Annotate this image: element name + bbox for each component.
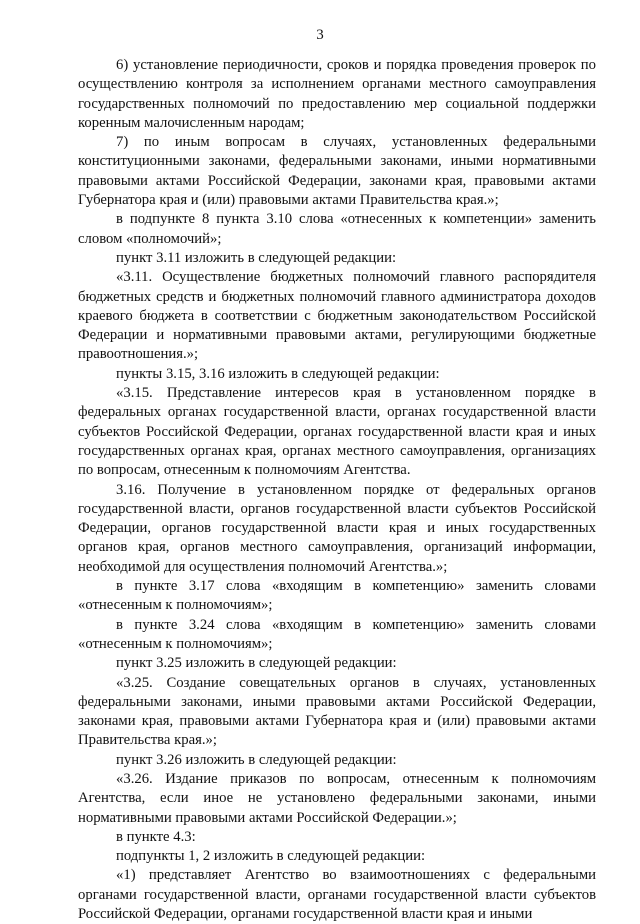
paragraph-item-3-16-text: 3.16. Получение в установленном порядке от федеральных органов государственной власти, органов государственной власти субъектов Российской Федерации, органов государственной власти края и иных государственных органов края, органов местного самоуправления, организаций информации, необходимой для осуществления полномочий Агентства.»;	[78, 481, 596, 575]
paragraph-amendment-3-17: в пункте 3.17 слова «входящим в компетенцию» заменить словами «отнесенным к полномочиям»;	[78, 578, 596, 614]
paragraph-item-3-26-intro: пункт 3.26 изложить в следующей редакции:	[116, 751, 397, 768]
paragraph-items-3-15-3-16-intro: пункты 3.15, 3.16 изложить в следующей редакции:	[116, 365, 440, 382]
document-body	[78, 56, 596, 924]
paragraph-item-3-11-intro: пункт 3.11 изложить в следующей редакции:	[116, 249, 397, 266]
paragraph-item-3-15-text: «3.15. Представление интересов края в установленном порядке в федеральных органах государственной власти, органах государственной власти субъектов Российской Федерации, органах государственной власти края и иных государственных органах края, органах местного самоуправления, организациях по вопросам, отнесенным к полномочиям Агентства.	[78, 385, 596, 479]
paragraph-item-3-25-intro: пункт 3.25 изложить в следующей редакции:	[116, 655, 397, 672]
paragraph-subitem-7: 7) по иным вопросам в случаях, установленных федеральными конституционными законами, федеральными законами, иными нормативными правовыми актами Российской Федерации, законами края, правовыми актами Губернатора края и (или) правовыми актами Правительства края.»;	[78, 134, 596, 209]
paragraph-subitems-1-2-intro: подпункты 1, 2 изложить в следующей редакции:	[116, 848, 426, 865]
paragraph-amendment-3-24: в пункте 3.24 слова «входящим в компетенцию» заменить словами «отнесенным к полномочиям»;	[78, 616, 596, 652]
paragraph-subitem-1-text: «1) представляет Агентство во взаимоотношениях с федеральными органами государственной власти, органами государственной власти субъектов Российской Федерации, органами государственной власти края и иными	[78, 867, 596, 923]
page-number: 3	[316, 27, 324, 43]
paragraph-subitem-6: 6) установление периодичности, сроков и порядка проведения проверок по осуществлению контроля за исполнением органами местного самоуправления государственных полномочий по предоставлению мер социальной поддержки коренным малочисленным народам;	[78, 57, 596, 131]
paragraph-item-4-3-intro: в пункте 4.3:	[116, 828, 196, 845]
paragraph-item-3-25-text: «3.25. Создание совещательных органов в случаях, установленных федеральными законами, иными правовыми актами Российской Федерации, законами края, правовыми актами Губернатора края и (или) правовыми актами Правительства края.»;	[78, 674, 596, 749]
paragraph-amendment-3-10: в подпункте 8 пункта 3.10 слова «отнесенных к компетенции» заменить словом «полномочий»;	[78, 211, 596, 247]
paragraph-item-3-11-text: «3.11. Осуществление бюджетных полномочий главного распорядителя бюджетных средств и бюджетных полномочий главного администратора доходов краевого бюджета в соответствии с бюджетным законодательством Российской Федерации и нормативными правовыми актами, регулирующими бюджетные правоотношения.»;	[78, 269, 596, 363]
paragraph-item-3-26-text: «3.26. Издание приказов по вопросам, отнесенным к полномочиям Агентства, если иное не установлено федеральными законами, иными нормативными правовыми актами Российской Федерации.»;	[78, 770, 596, 826]
